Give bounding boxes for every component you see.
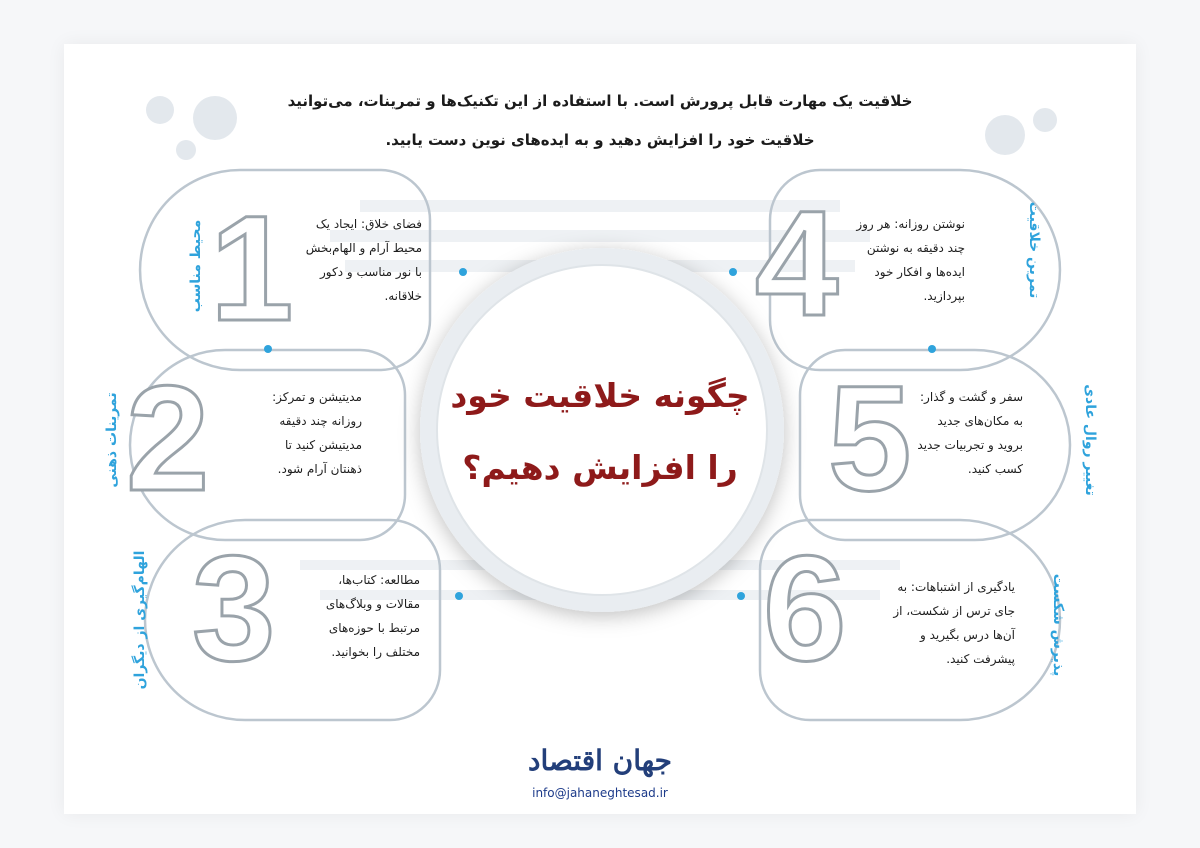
center-title-line-2: را افزایش دهیم؟ <box>462 448 738 487</box>
item-3-line: مختلف را بخوانید. <box>331 645 420 659</box>
intro-line-1: خلاقیت یک مهارت قابل پرورش است. با استفاده از این تکنیک‌ها و تمرینات، می‌توانید <box>287 92 913 110</box>
item-3-line: مقالات و وبلاگ‌های <box>325 597 420 611</box>
item-5-label: تغییر روال عادی <box>1082 384 1098 496</box>
number-3: 3 <box>192 524 276 692</box>
item-2-line: ذهنتان آرام شود. <box>277 462 362 476</box>
brand-logo: جهان اقتصاد <box>528 744 672 777</box>
number-2: 2 <box>126 354 210 522</box>
item-5-line: بروید و تجربیات جدید <box>917 438 1023 452</box>
item-4-line: ایده‌ها و افکار خود <box>874 265 965 279</box>
item-1-line: با نور مناسب و دکور <box>320 265 422 279</box>
item-4-line: بپردازید. <box>923 289 965 303</box>
item-4-label: تمرین خلاقیت <box>1026 201 1042 299</box>
item-4-line: نوشتن روزانه: هر روز <box>856 217 965 231</box>
number-6: 6 <box>763 524 847 692</box>
item-1-text <box>262 212 422 308</box>
item-5-text <box>888 385 1023 481</box>
item-1-line: فضای خلاق: ایجاد یک <box>315 217 422 231</box>
item-6-line: جای ترس از شکست، از <box>893 604 1015 618</box>
item-5-line: سفر و گشت و گذار: <box>920 390 1023 404</box>
center-title-line-1: چگونه خلاقیت خود <box>450 376 750 415</box>
connector-dot <box>928 345 936 353</box>
contact-email[interactable]: info@jahaneghtesad.ir <box>532 786 668 800</box>
item-4-text <box>835 212 965 308</box>
item-6-label: پذیرش شکست <box>1050 573 1066 677</box>
item-3-line: مطالعه: کتاب‌ها، <box>338 573 420 587</box>
item-6-line: یادگیری از اشتباهات: به <box>897 580 1015 594</box>
item-5-line: کسب کنید. <box>967 462 1023 476</box>
intro-line-2: خلاقیت خود را افزایش دهید و به ایده‌های نوین دست یابید. <box>385 131 815 149</box>
item-6-line: پیشرفت کنید. <box>946 652 1015 666</box>
item-3-label: الهام‌گیری از دیگران <box>132 550 148 690</box>
item-2-label: تمرینات ذهنی <box>104 392 120 488</box>
number-5: 5 <box>828 354 912 522</box>
item-4-line: چند دقیقه به نوشتن <box>866 241 965 255</box>
item-2-text <box>212 385 362 481</box>
item-3-text <box>270 568 420 664</box>
item-2-line: مدیتیشن و تمرکز: <box>272 390 362 404</box>
number-4: 4 <box>755 179 839 347</box>
item-3-line: مرتبط با حوزه‌های <box>328 621 420 635</box>
connector-dot <box>737 592 745 600</box>
number-1: 1 <box>210 184 294 352</box>
connector-dot <box>459 268 467 276</box>
item-2-line: روزانه چند دقیقه <box>279 414 362 428</box>
item-6-text <box>840 575 1015 671</box>
item-1-line: خلاقانه. <box>384 289 422 303</box>
item-1-label: محیط مناسب <box>188 219 204 313</box>
item-5-line: به مکان‌های جدید <box>937 414 1023 428</box>
connector-dot <box>455 592 463 600</box>
connector-dot <box>729 268 737 276</box>
center-title <box>430 360 770 504</box>
item-1-line: محیط آرام و الهام‌بخش <box>305 241 422 255</box>
item-2-line: مدیتیشن کنید تا <box>284 438 362 452</box>
item-6-line: آن‌ها درس بگیرید و <box>919 628 1015 642</box>
